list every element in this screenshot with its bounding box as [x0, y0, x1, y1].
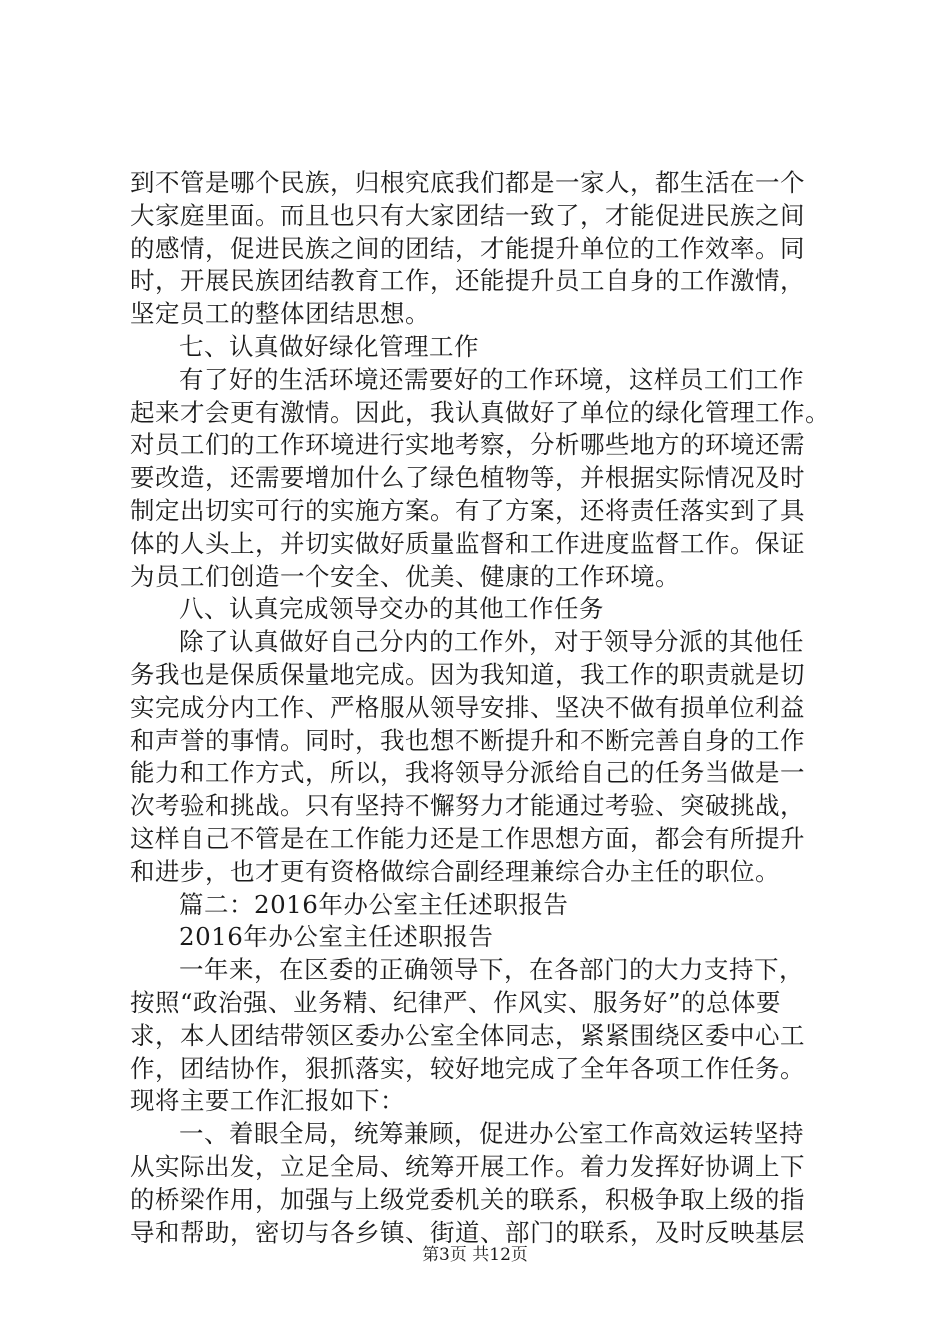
text-line: 和进步，也才更有资格做综合副经理兼综合办主任的职位。 [130, 856, 780, 886]
text-line: 起来才会更有激情。因此，我认真做好了单位的绿化管理工作。 [130, 397, 830, 427]
text-line: 为员工们创造一个安全、优美、健康的工作环境。 [130, 561, 680, 591]
paragraph-start: 除了认真做好自己分内的工作外，对于领导分派的其他任 [179, 627, 804, 657]
text-line: 务我也是保质保量地完成。因为我知道，我工作的职责就是切 [130, 659, 805, 689]
text-line: 制定出切实可行的实施方案。有了方案，还将责任落实到了具 [130, 495, 805, 525]
text-line: 体的人头上，并切实做好质量监督和工作进度监督工作。保证 [130, 528, 805, 558]
text-line: 大家庭里面。而且也只有大家团结一致了，才能促进民族之间 [130, 200, 805, 230]
section-heading: 七、认真做好绿化管理工作 [179, 331, 479, 361]
text-line: 和声誉的事情。同时，我也想不断提升和不断完善自身的工作 [130, 725, 805, 755]
paragraph-start: 一年来，在区委的正确领导下，在各部门的大力支持下， [179, 955, 804, 985]
paragraph-start: 有了好的生活环境还需要好的工作环境，这样员工们工作 [179, 364, 804, 394]
page-footer [0, 1245, 950, 1265]
text-line: 的感情，促进民族之间的团结，才能提升单位的工作效率。同 [130, 233, 805, 263]
text-line: 这样自己不管是在工作能力还是工作思想方面，都会有所提升 [130, 823, 805, 853]
text-line: 要改造，还需要增加什么了绿色植物等，并根据实际情况及时 [130, 463, 805, 493]
text-line: 作，团结协作，狠抓落实，较好地完成了全年各项工作任务。 [130, 1053, 805, 1083]
text-line: 从实际出发，立足全局、统筹开展工作。着力发挥好协调上下 [130, 1151, 805, 1181]
paragraph-start: 一、着眼全局，统筹兼顾，促进办公室工作高效运转坚持 [179, 1119, 804, 1149]
text-line: 实完成分内工作、严格服从领导安排、坚决不做有损单位利益 [130, 692, 805, 722]
body-text [130, 167, 830, 1249]
text-line: 导和帮助，密切与各乡镇、街道、部门的联系，及时反映基层 [130, 1217, 805, 1247]
text-line: 求，本人团结带领区委办公室全体同志，紧紧围绕区委中心工 [130, 1020, 805, 1050]
page-number: 第3页 共12页 [422, 1245, 528, 1265]
report-title: 2016年办公室主任述职报告 [179, 922, 494, 952]
text-line: 现将主要工作汇报如下： [130, 1086, 405, 1116]
text-line: 能力和工作方式，所以，我将领导分派给自己的任务当做是一 [130, 758, 805, 788]
text-line: 对员工们的工作环境进行实地考察，分析哪些地方的环境还需 [130, 430, 805, 460]
text-line: 的桥梁作用，加强与上级党委机关的联系，积极争取上级的指 [130, 1184, 805, 1214]
section-heading: 八、认真完成领导交办的其他工作任务 [179, 594, 604, 624]
text-line: 次考验和挑战。只有坚持不懈努力才能通过考验、突破挑战， [130, 791, 805, 821]
text-line: 坚定员工的整体团结思想。 [130, 299, 430, 329]
section-heading: 篇二：2016年办公室主任述职报告 [179, 889, 569, 919]
text-line: 到不管是哪个民族，归根究底我们都是一家人，都生活在一个 [130, 168, 805, 197]
text-line: 时，开展民族团结教育工作，还能提升员工自身的工作激情， [130, 266, 805, 296]
text-line: 按照“政治强、业务精、纪律严、作风实、服务好”的总体要 [130, 987, 782, 1017]
